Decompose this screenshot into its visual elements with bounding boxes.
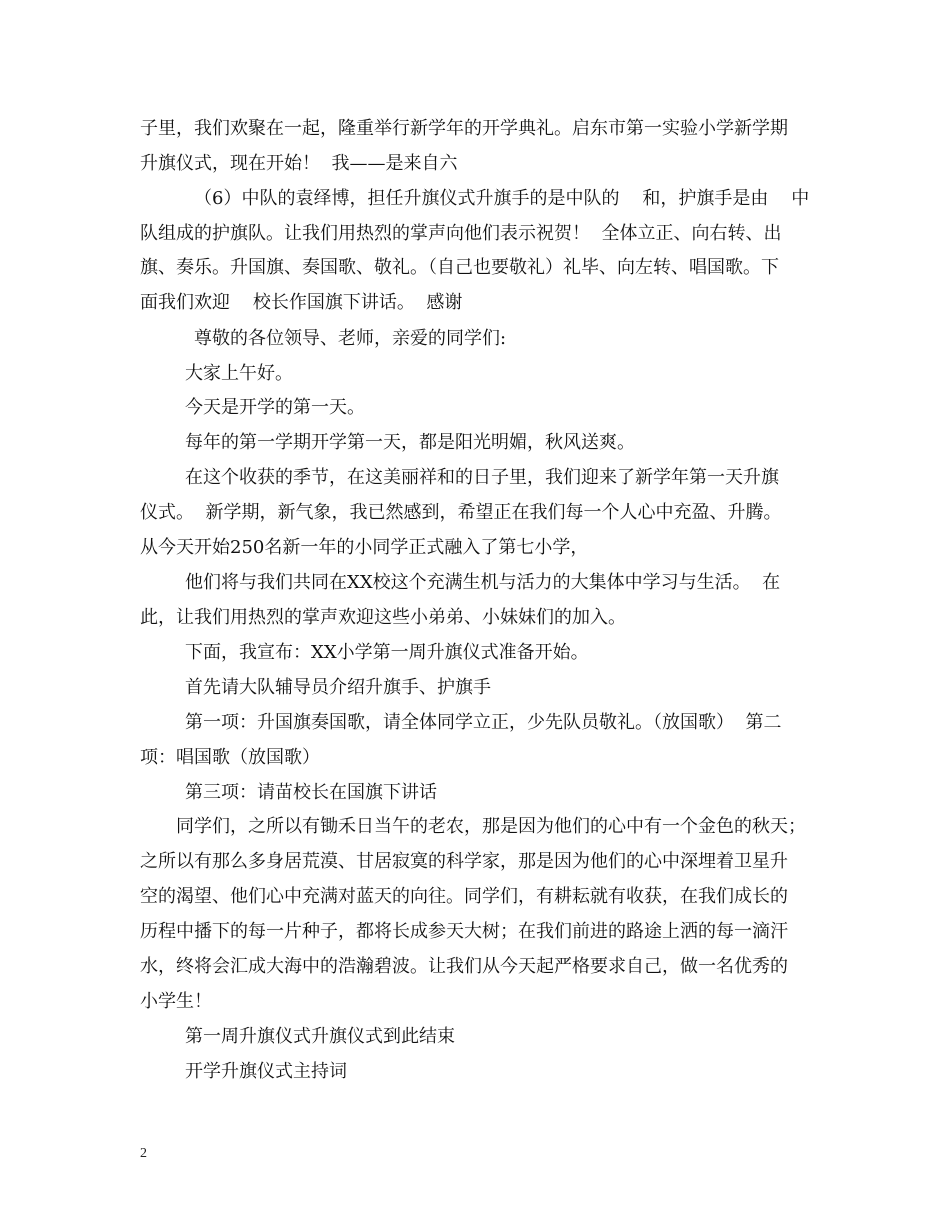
text-line: 第一项：升国旗奏国歌，请全体同学立正，少先队员敬礼。（放国歌） 第二 [185,712,782,733]
text-line: 水，终将会汇成大海中的浩瀚碧波。让我们从今天起严格要求自己，做一名优秀的 [140,956,788,977]
text-line: 首先请大队辅导员介绍升旗手、护旗手 [185,677,491,698]
text-line: 旗、奏乐。升国旗、奏国歌、敬礼。（自己也要敬礼）礼毕、向左转、唱国歌。下 [140,257,779,278]
text-line: 第三项：请苗校长在国旗下讲话 [185,782,437,803]
text-line: 空的渴望、他们心中充满对蓝天的向往。同学们，有耕耘就有收获，在我们成长的 [140,886,788,907]
text-line: （6）中队的袁绎博，担任升旗仪式升旗手的是中队的 和，护旗手是由 中 [194,188,810,209]
text-line: 开学升旗仪式主持词 [185,1061,347,1082]
text-line: 在这个收获的季节，在这美丽祥和的日子里，我们迎来了新学年第一天升旗 [185,467,779,488]
text-line: 队组成的护旗队。让我们用热烈的掌声向他们表示祝贺！ 全体立正、向右转、出 [140,223,782,244]
text-line: 今天是开学的第一天。 [185,397,365,418]
text-line: 此，让我们用热烈的掌声欢迎这些小弟弟、小妹妹们的加入。 [140,607,626,628]
text-line: 下面，我宣布：XX小学第一周升旗仪式准备开始。 [185,642,589,663]
page-number: 2 [140,1146,147,1161]
text-line: 同学们，之所以有锄禾日当午的老农，那是因为他们的心中有一个金色的秋天； [176,816,806,837]
text-line: 大家上午好。 [185,363,293,384]
text-line: 面我们欢迎 校长作国旗下讲话。 感谢 [140,292,463,313]
text-line: 之所以有那么多身居荒漠、甘居寂寞的科学家，那是因为他们的心中深埋着卫星升 [140,851,788,872]
text-line: 历程中播下的每一片种子，都将长成参天大树；在我们前进的路途上洒的每一滴汗 [140,921,788,942]
text-line: 尊敬的各位领导、老师，亲爱的同学们: [194,328,507,349]
text-line: 他们将与我们共同在XX校这个充满生机与活力的大集体中学习与生活。 在 [185,572,781,593]
text-line: 小学生！ [140,991,212,1012]
text-line: 从今天开始250名新一年的小同学正式融入了第七小学， [140,537,589,558]
text-line: 项：唱国歌（放国歌） [140,747,320,768]
text-line: 仪式。 新学期，新气象，我已然感到，希望正在我们每一个人心中充盈、升腾。 [140,502,782,523]
text-line: 第一周升旗仪式升旗仪式到此结束 [185,1026,455,1047]
text-line: 每年的第一学期开学第一天，都是阳光明媚，秋风送爽。 [185,432,635,453]
text-line: 升旗仪式，现在开始！ 我——是来自六 [140,153,458,174]
text-line: 子里，我们欢聚在一起，隆重举行新学年的开学典礼。启东市第一实验小学新学期 [140,118,788,139]
